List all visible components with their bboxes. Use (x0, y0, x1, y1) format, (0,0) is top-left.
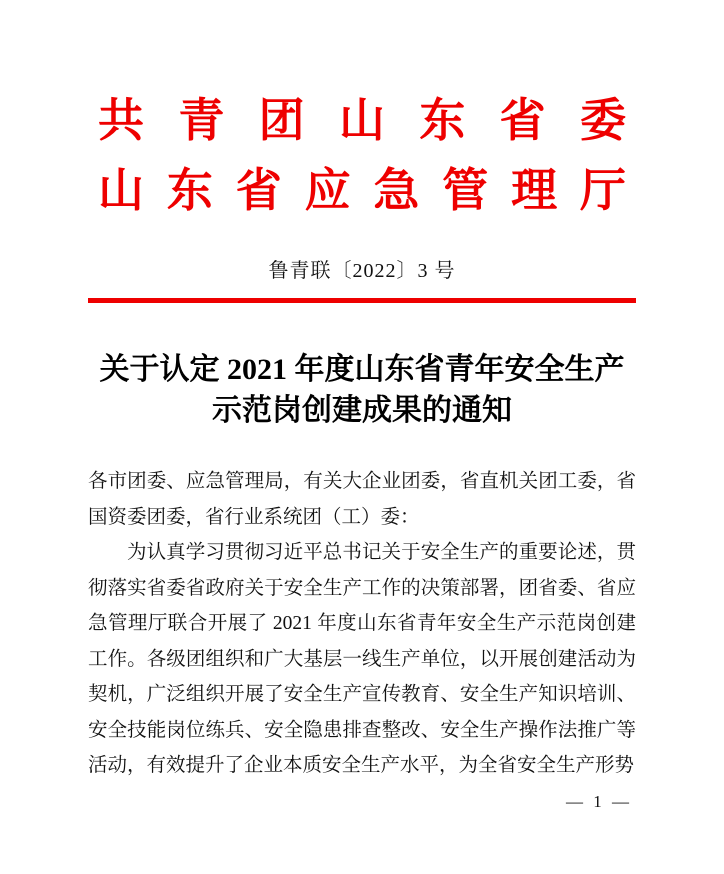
document-title-line-1: 关于认定 2021 年度山东省青年安全生产 (99, 353, 625, 386)
document-title (0, 349, 724, 431)
letterhead (0, 0, 724, 303)
document-number: 鲁青联〔2022〕3 号 (268, 260, 456, 282)
salutation: 各市团委、应急管理局，有关大企业团委，省直机关团工委，省国资委团委，省行业系统团（工）委： (88, 471, 636, 528)
document-body (88, 464, 636, 784)
issuer-line-2: 山东省应急管理厅 (98, 165, 626, 216)
page-number: — 1 — (566, 792, 632, 811)
document-content (0, 349, 724, 784)
issuer-line-1: 共青团山东省委 (98, 95, 626, 146)
red-divider-line (88, 298, 636, 303)
issuing-authorities (0, 0, 724, 226)
document-title-line-2: 示范岗创建成果的通知 (212, 394, 512, 427)
body-paragraph: 为认真学习贯彻习近平总书记关于安全生产的重要论述，贯彻落实省委省政府关于安全生产工作的决策部署，团省委、省应急管理厅联合开展了 2021 年度山东省青年安全生产示范岗创建工作。各级团组织和广大基层一线生产单位，以开展创建活动为契机，广泛组织开展了安全生产宣传教育、安全生产知识培训、安全技能岗位练兵、安全隐患排查整改、安全生产操作法推广等活动，有效提升了企业本质安全生产水平，为全省安全生产形势 (88, 542, 636, 776)
